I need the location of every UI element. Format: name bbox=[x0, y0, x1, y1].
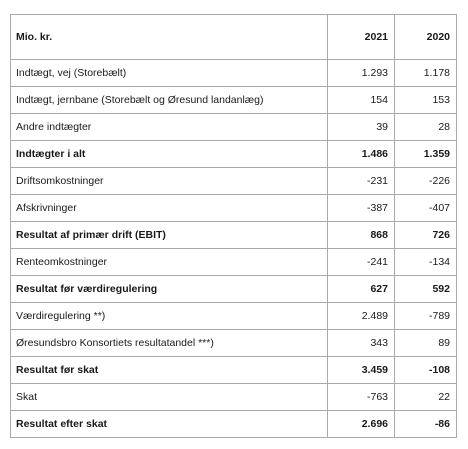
row-label-cell: Indtægt, jernbane (Storebælt og Øresund landanlæg) bbox=[11, 87, 328, 114]
row-label-cell: Værdiregulering **) bbox=[11, 303, 328, 330]
row-value-2020-cell: 22 bbox=[395, 384, 457, 411]
table-row bbox=[11, 87, 457, 114]
row-value-2021-cell: 3.459 bbox=[328, 357, 395, 384]
table-row bbox=[11, 60, 457, 87]
row-value-2020-cell: 726 bbox=[395, 222, 457, 249]
row-label-cell: Afskrivninger bbox=[11, 195, 328, 222]
row-value-2020-cell: -108 bbox=[395, 357, 457, 384]
row-label-cell: Andre indtægter bbox=[11, 114, 328, 141]
table-header-row bbox=[11, 15, 457, 60]
row-label-cell: Indtægt, vej (Storebælt) bbox=[11, 60, 328, 87]
row-label-cell: Driftsomkostninger bbox=[11, 168, 328, 195]
table-row bbox=[11, 411, 457, 438]
income-statement-table bbox=[10, 14, 457, 438]
table-row bbox=[11, 168, 457, 195]
row-value-2021-cell: 39 bbox=[328, 114, 395, 141]
table-row bbox=[11, 276, 457, 303]
header-year-2021-cell: 2021 bbox=[328, 15, 395, 60]
row-value-2021-cell: 868 bbox=[328, 222, 395, 249]
row-value-2020-cell: -226 bbox=[395, 168, 457, 195]
table-row bbox=[11, 384, 457, 411]
table-row bbox=[11, 195, 457, 222]
row-label-cell: Resultat efter skat bbox=[11, 411, 328, 438]
table-row bbox=[11, 303, 457, 330]
row-label-cell: Øresundsbro Konsortiets resultatandel ***) bbox=[11, 330, 328, 357]
row-value-2021-cell: 2.696 bbox=[328, 411, 395, 438]
row-value-2020-cell: 89 bbox=[395, 330, 457, 357]
row-value-2020-cell: 153 bbox=[395, 87, 457, 114]
row-value-2020-cell: 1.178 bbox=[395, 60, 457, 87]
table-row bbox=[11, 141, 457, 168]
table-row bbox=[11, 330, 457, 357]
row-value-2021-cell: 1.486 bbox=[328, 141, 395, 168]
row-label-cell: Skat bbox=[11, 384, 328, 411]
header-label-cell: Mio. kr. bbox=[11, 15, 328, 60]
row-value-2021-cell: 2.489 bbox=[328, 303, 395, 330]
row-value-2020-cell: -86 bbox=[395, 411, 457, 438]
row-value-2020-cell: 28 bbox=[395, 114, 457, 141]
row-label-cell: Indtægter i alt bbox=[11, 141, 328, 168]
row-value-2021-cell: -763 bbox=[328, 384, 395, 411]
row-value-2021-cell: 154 bbox=[328, 87, 395, 114]
row-value-2021-cell: 343 bbox=[328, 330, 395, 357]
row-label-cell: Renteomkostninger bbox=[11, 249, 328, 276]
row-value-2021-cell: -387 bbox=[328, 195, 395, 222]
table-row bbox=[11, 114, 457, 141]
income-statement-container bbox=[10, 14, 456, 438]
table-row bbox=[11, 249, 457, 276]
row-value-2021-cell: -241 bbox=[328, 249, 395, 276]
row-value-2021-cell: 627 bbox=[328, 276, 395, 303]
row-value-2020-cell: 592 bbox=[395, 276, 457, 303]
table-row bbox=[11, 357, 457, 384]
row-label-cell: Resultat før værdiregulering bbox=[11, 276, 328, 303]
table-row bbox=[11, 222, 457, 249]
row-label-cell: Resultat før skat bbox=[11, 357, 328, 384]
row-value-2020-cell: 1.359 bbox=[395, 141, 457, 168]
row-value-2020-cell: -407 bbox=[395, 195, 457, 222]
row-value-2021-cell: -231 bbox=[328, 168, 395, 195]
header-year-2020-cell: 2020 bbox=[395, 15, 457, 60]
row-label-cell: Resultat af primær drift (EBIT) bbox=[11, 222, 328, 249]
row-value-2020-cell: -134 bbox=[395, 249, 457, 276]
row-value-2021-cell: 1.293 bbox=[328, 60, 395, 87]
row-value-2020-cell: -789 bbox=[395, 303, 457, 330]
